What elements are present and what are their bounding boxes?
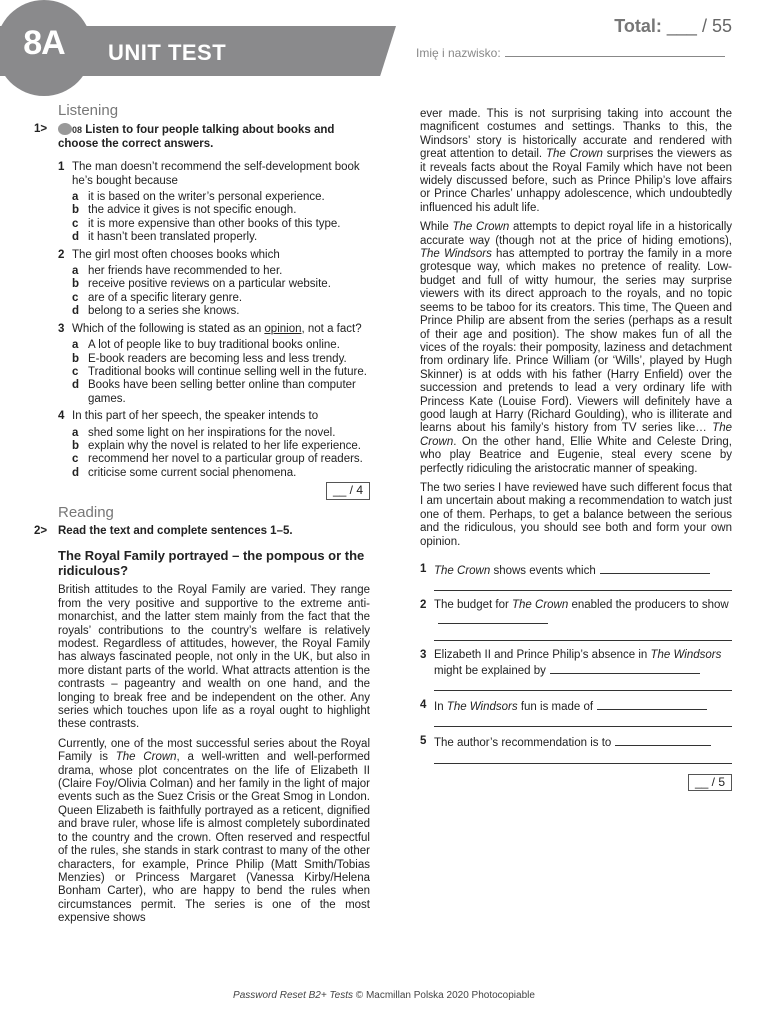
option-text: the advice it gives is not specific enough. [88, 204, 297, 217]
option-letter: a [72, 339, 79, 352]
option-letter: c [72, 217, 79, 230]
answer-blank[interactable] [600, 563, 710, 574]
total-max: / 55 [701, 16, 732, 36]
option-letter: b [72, 204, 80, 217]
option-letter: b [72, 278, 80, 291]
article-paragraph-1: British attitudes to the Royal Family are varied. They range from the very positive and supportive to the extreme anti-monarchist, and the latter stem mainly from the fact that the royals’ contributions to the country’s welfare is relatively modest. Regardless of attitudes, however, the Royal Family has always fascinated people, not only in the UK, but also in more distant parts of the world. What attracts attention is the contrasts – pageantry and wealth on one hand, and the longing to break free and be independent on the other. Any series which touches upon life as a royal ought to highlight these contrasts. [58, 584, 370, 731]
name-label: Imię i nazwisko: [416, 46, 501, 60]
answer-option[interactable] [58, 292, 370, 305]
completion-sentence: 2 The budget for The Crown enabled the producers to show [420, 599, 732, 641]
answer-blank-line[interactable] [434, 678, 732, 691]
question-number: 2 [58, 248, 65, 261]
option-text: it is more expensive than other books of this type. [88, 217, 341, 230]
listening-question: 3 Which of the following is stated as an opinion, not a fact? [58, 322, 362, 335]
reading-heading: Reading [58, 503, 114, 521]
listening-questions [58, 161, 370, 480]
sentence-number: 1 [420, 563, 427, 575]
option-text: E-book readers are becoming less and less trendy. [88, 352, 347, 365]
name-blank-line [505, 46, 725, 57]
option-letter: a [72, 191, 79, 204]
answer-option[interactable] [58, 440, 370, 453]
article-paragraph-2: Currently, one of the most successful series about the Royal Family is The Crown, a well-written and well-performed drama, whose plot concentrates on the life of Elizabeth II (Claire Foy/Olivia Colman) and her family in the light of major events such as the Suez Crisis or the Great Smog in London. Queen Elizabeth is faithfully portrayed as a reticent, dignified and brave ruler, whose life is almost completely subordinated to the country and the crown. Often reserved and respectful of the rules, she stands in stark contrast to many of the other characters, for example, Prince Philip (Matt Smith/Tobias Menzies) or Princess Margaret (Vanessa Kirby/Helena Bonham Carter), who are happy to bend the rules when circumstances permit. The series is one of the most expensive shows [58, 737, 370, 925]
task-number: 2> [34, 524, 48, 537]
article-paragraph-4: While The Crown attempts to depict royal life in a historically accurate way (though not at the price of hiding emotions), The Windsors has attempted to portray the family in a more grotesque way, which makes no pretence of reality. Low-budget and full of witty humour, the series may surprise viewers with its direct approach to the royals, and no topic seems to be taboo for its creators. This time, The Queen and Prince Philip are absent from the series (perhaps as a result of their age and position). The show makes fun of all the vices of the royals: their pomposity, laziness and detachment from ordinary life. Prince William (or ‘Wills’, played by Hugh Skinner) is at odds with his father (Harry Enfield) over the succession and pretends to lead a very ordinary life with Princess Kate (Louise Ford). Viewers will definitely have a good laugh at Harry (Richard Goulding), who is illiterate and learns about his family’s history from TV series like… The Crown. On the other hand, Ellie White and Celeste Dring, who play Beatrice and Eugenie, steal every scene by perfectly ridiculing the aristocratic manner of speaking. [420, 221, 733, 475]
answer-blank-line[interactable] [434, 714, 732, 727]
completion-sentence: 3 Elizabeth II and Prince Philip’s absence in The Windsors might be explained by [420, 649, 732, 691]
article-paragraph-5: The two series I have reviewed have such different focus that I am uncertain about making a recommendation to watch just one of them. Perhaps, to get a balance between the serious and the ridiculous, you should see both and form your own opinion. [420, 481, 732, 548]
answer-blank-line[interactable] [434, 628, 732, 641]
option-letter: b [72, 439, 80, 452]
page-footer [0, 990, 768, 1001]
answer-option[interactable] [58, 218, 370, 231]
answer-option[interactable] [58, 453, 370, 466]
option-letter: c [72, 291, 79, 304]
question-text: The girl most often chooses books which [72, 248, 280, 261]
answer-option[interactable] [58, 265, 370, 278]
option-text: criticise some current social phenomena. [88, 466, 297, 479]
answer-option[interactable] [58, 278, 370, 291]
option-letter: d [72, 466, 80, 479]
sentence-number: 2 [420, 599, 427, 612]
answer-option[interactable] [58, 366, 370, 379]
sentence-number: 3 [420, 649, 427, 662]
answer-option[interactable] [58, 379, 370, 406]
completion-sentence: 4 In The Windsors fun is made of [420, 699, 732, 727]
listening-question [58, 161, 370, 188]
option-text: belong to a series she knows. [88, 305, 240, 318]
listening-instruction: 1> 08 Listen to four people talking about books and choose the correct answers. [34, 123, 335, 150]
answer-option[interactable] [58, 467, 370, 480]
task-number: 1> [34, 123, 48, 136]
answer-blank-line[interactable] [434, 751, 732, 764]
reading-instruction: 2> Read the text and complete sentences 1–5. [34, 524, 293, 537]
option-text: shed some light on her inspirations for the novel. [88, 426, 336, 439]
answer-blank[interactable] [597, 699, 707, 710]
answer-blank-line[interactable] [434, 578, 732, 591]
completion-sentence: 5 The author’s recommendation is to [420, 735, 732, 763]
option-letter: c [72, 453, 79, 466]
reading-score-box: __ / 5 [688, 774, 732, 791]
answer-blank[interactable] [550, 663, 700, 674]
option-text: A lot of people like to buy traditional books online. [88, 339, 340, 352]
reading-sentences [420, 563, 732, 764]
footer-book-title: Password Reset B2+ Tests [233, 990, 354, 1001]
option-letter: d [72, 305, 80, 318]
answer-option[interactable] [58, 204, 370, 217]
listening-heading: Listening [58, 102, 119, 119]
option-letter: c [72, 365, 79, 378]
question-text: The man doesn’t recommend the self-development book he’s bought because [72, 161, 360, 187]
total-score [614, 16, 732, 37]
article-paragraph-3: ever made. This is not surprising taking into account the magnificent costumes and settings. Thanks to this, the Windsors’ story is historically accurate and rendered with great attention to detail. The Crown surprises the viewers as it reveals facts about the Royal Family which have not been widely discussed before, such as Prince Philip’s love affairs or Prince Charles’ unhappy adolescence, which undoubtedly influenced his adult life. [420, 108, 733, 214]
answer-option[interactable] [58, 339, 370, 352]
option-text: are of a specific literary genre. [88, 291, 243, 304]
completion-sentence: 1 The Crown shows events which [420, 563, 732, 591]
unit-badge: 8A [0, 0, 92, 96]
option-text: explain why the novel is related to her life experience. [88, 439, 361, 452]
answer-option[interactable] [58, 305, 370, 318]
option-text: it is based on the writer’s personal experience. [88, 191, 325, 204]
listening-question [58, 249, 370, 262]
option-letter: a [72, 265, 79, 278]
answer-option[interactable] [58, 427, 370, 440]
question-number: 1 [58, 161, 65, 174]
track-number: 08 [72, 125, 83, 136]
sentence-number: 5 [420, 735, 427, 748]
left-column [34, 102, 370, 932]
question-number: 4 [58, 410, 65, 423]
option-text: recommend her novel to a particular group of readers. [88, 453, 363, 466]
option-letter: b [72, 352, 80, 365]
option-text: receive positive reviews on a particular website. [88, 278, 331, 291]
footer-copyright: © Macmillan Polska 2020 Photocopiable [353, 990, 535, 1001]
question-text: In this part of her speech, the speaker intends to [72, 410, 319, 423]
question-number: 3 [58, 322, 65, 335]
option-text: it hasn’t been translated properly. [88, 231, 258, 244]
option-letter: d [72, 379, 80, 392]
total-blank: ___ [666, 16, 697, 36]
answer-option[interactable] [58, 231, 370, 244]
page-title: UNIT TEST [108, 40, 227, 65]
audio-cd-icon [58, 123, 72, 135]
listening-score-box: __ / 4 [326, 482, 370, 499]
option-letter: d [72, 231, 80, 244]
name-field [416, 46, 725, 60]
sentence-number: 4 [420, 699, 427, 712]
right-column [420, 108, 732, 791]
listening-question [58, 410, 370, 423]
option-text: Books have been selling better online than computer games. [88, 379, 356, 405]
option-letter: a [72, 426, 79, 439]
option-text: Traditional books will continue selling well in the future. [88, 365, 367, 378]
answer-option[interactable] [58, 353, 370, 366]
option-text: her friends have recommended to her. [88, 265, 283, 278]
article-headline: The Royal Family portrayed – the pompous or the ridiculous? [58, 548, 365, 579]
answer-option[interactable] [58, 191, 370, 204]
total-label: Total: [614, 16, 662, 36]
answer-blank[interactable] [438, 613, 548, 624]
answer-blank[interactable] [615, 735, 711, 746]
